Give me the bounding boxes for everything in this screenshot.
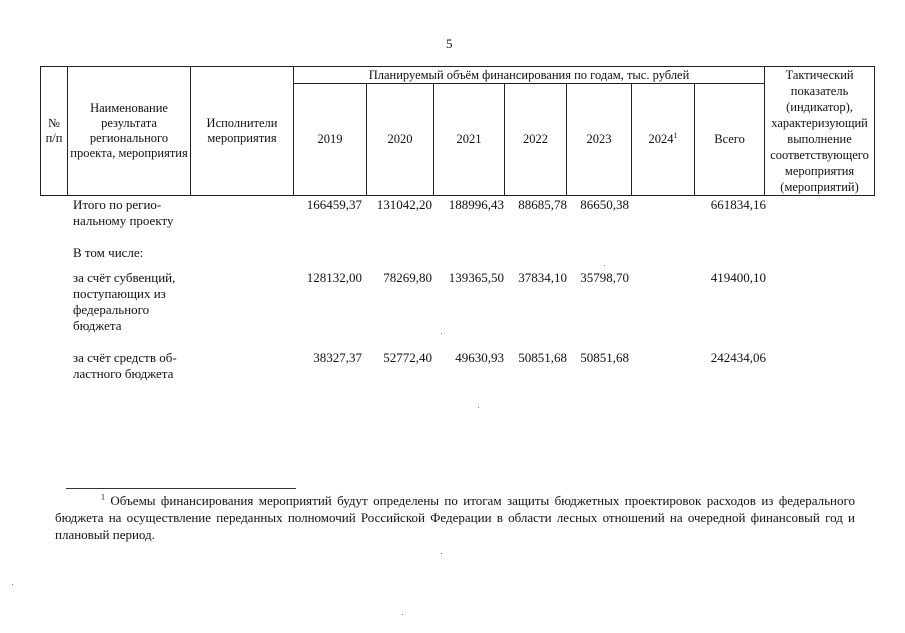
- footnote: [55, 492, 855, 543]
- header-year-2023: 2023: [567, 84, 632, 196]
- financing-table-header: [40, 66, 875, 196]
- scan-speck: [402, 614, 403, 615]
- scan-speck: [478, 407, 479, 408]
- header-num: № п/п: [41, 67, 68, 196]
- row-total-2020: 131042,20: [376, 197, 432, 212]
- header-tactical: Тактический показатель (индикатор), характеризующий выполнение соответствующего мероприятия (мероприятий): [765, 67, 875, 196]
- header-total: Всего: [695, 84, 765, 196]
- row-regional-sum: 242434,06: [710, 350, 766, 365]
- row-federal-2022: 37834,10: [518, 270, 567, 285]
- footnote-marker: 1: [673, 130, 678, 140]
- row-federal-sum: 419400,10: [710, 270, 766, 285]
- header-year-2024: 2024$^1$: [632, 84, 695, 196]
- scan-speck: [604, 265, 605, 266]
- row-total-2021: 188996,43: [448, 197, 504, 212]
- row-regional-2022: 50851,68: [518, 350, 567, 365]
- row-federal-2021: 139365,50: [448, 270, 504, 285]
- header-year-2021: 2021: [434, 84, 505, 196]
- scan-speck: [12, 584, 13, 585]
- row-regional-2020: 52772,40: [383, 350, 432, 365]
- including-label: В том числе:: [73, 245, 144, 260]
- header-year-2022: 2022: [505, 84, 567, 196]
- row-regional-label: за счёт средств об-ластного бюджета: [73, 350, 177, 381]
- row-federal-2020: 78269,80: [383, 270, 432, 285]
- scan-speck: [441, 553, 442, 554]
- row-total-label: Итого по регио-нальному проекту: [73, 197, 174, 228]
- row-total-sum: 661834,16: [710, 197, 766, 212]
- row-regional-2021: 49630,93: [455, 350, 504, 365]
- header-name: Наименование результата регионального проекта, мероприятия: [68, 67, 191, 196]
- footnote-number: 1: [101, 492, 105, 502]
- footnote-text: Объемы финансирования мероприятий будут определены по итогам защиты бюджетных проектировок расходов из федерального бюджета на осуществление переданных полномочий Российской Федерации в области лесных отношений на очередной финансовый год и плановый период.: [55, 493, 855, 542]
- header-year-2019: 2019: [294, 84, 367, 196]
- row-regional-2023: 50851,68: [580, 350, 629, 365]
- row-total-2022: 88685,78: [518, 197, 567, 212]
- row-regional-2019: 38327,37: [313, 350, 362, 365]
- header-executors: Исполнители мероприятия: [191, 67, 294, 196]
- header-financing: Планируемый объём финансирования по годам, тыс. рублей: [294, 67, 765, 84]
- row-total-2023: 86650,38: [580, 197, 629, 212]
- header-year-2020: 2020: [367, 84, 434, 196]
- row-federal-label: за счёт субвенций, поступающих из федерального бюджета: [73, 270, 176, 333]
- row-federal-2023: 35798,70: [580, 270, 629, 285]
- page-number: 5: [446, 36, 453, 51]
- row-total-2019: 166459,37: [306, 197, 362, 212]
- scan-speck: [441, 333, 442, 334]
- row-federal-2019: 128132,00: [306, 270, 362, 285]
- footnote-divider: [66, 488, 296, 489]
